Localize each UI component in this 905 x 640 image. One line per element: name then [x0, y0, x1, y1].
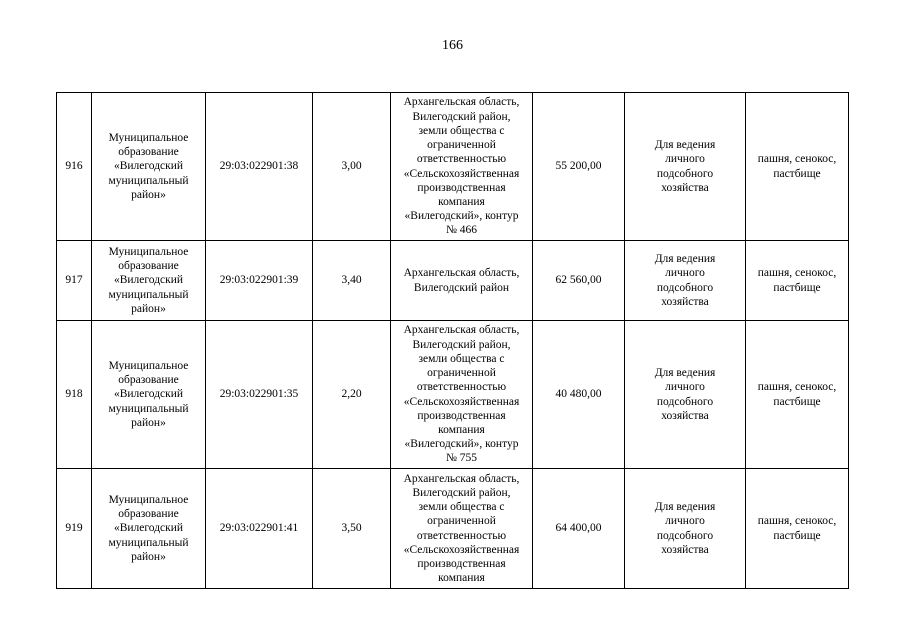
- row-number: 918: [65, 388, 83, 401]
- row-number-cell: [57, 93, 92, 241]
- table-row: [57, 93, 849, 241]
- land-type-cell: [746, 469, 849, 589]
- area-cell: [313, 241, 391, 321]
- land-type-cell: [746, 93, 849, 241]
- owner: Муниципальное образование «Вилегодский муниципальный район»: [108, 493, 189, 563]
- location-cell: [391, 321, 533, 469]
- cadastral-number-cell: [206, 469, 313, 589]
- permitted-use: Для ведения личного подсобного хозяйства: [654, 367, 716, 422]
- location: Архангельская область, Вилегодский район, земли общества с ограниченной ответственностью «Сельскохозяйственная производственная компания «Вилегодский», контур № 755: [403, 324, 520, 465]
- cadastral-value-cell: [533, 321, 625, 469]
- area: 3,50: [341, 522, 362, 535]
- cadastral-number-cell: [206, 321, 313, 469]
- cadastral-value-cell: [533, 93, 625, 241]
- owner: Муниципальное образование «Вилегодский муниципальный район»: [108, 131, 189, 201]
- cadastral-number-cell: [206, 93, 313, 241]
- owner-cell: [92, 93, 206, 241]
- land-type-cell: [746, 321, 849, 469]
- cadastral-number: 29:03:022901:35: [219, 388, 299, 401]
- area: 3,40: [341, 274, 362, 287]
- area-cell: [313, 321, 391, 469]
- land-type: пашня, сенокос, пастбище: [757, 515, 837, 542]
- owner: Муниципальное образование «Вилегодский муниципальный район»: [108, 359, 189, 429]
- location-cell: [391, 93, 533, 241]
- area-cell: [313, 93, 391, 241]
- row-number: 917: [65, 274, 83, 287]
- location: Архангельская область, Вилегодский район, земли общества с ограниченной ответственностью «Сельскохозяйственная производственная компания «Вилегодский», контур № 466: [403, 96, 520, 237]
- purpose-cell: [625, 241, 746, 321]
- location-cell: [391, 469, 533, 589]
- cadastral-number: 29:03:022901:38: [219, 160, 299, 173]
- cadastral-value: 62 560,00: [555, 274, 602, 287]
- owner-cell: [92, 241, 206, 321]
- land-type: пашня, сенокос, пастбище: [757, 153, 837, 180]
- cadastral-value: 40 480,00: [555, 388, 602, 401]
- area: 3,00: [341, 160, 362, 173]
- row-number: 916: [65, 160, 83, 173]
- page-number: 166: [442, 38, 463, 53]
- owner-cell: [92, 321, 206, 469]
- location: Архангельская область, Вилегодский район, земли общества с ограниченной ответственностью «Сельскохозяйственная производственная компания: [403, 472, 520, 585]
- land-plots-table: [56, 92, 849, 589]
- cadastral-value: 64 400,00: [555, 522, 602, 535]
- area: 2,20: [341, 388, 362, 401]
- row-number-cell: [57, 241, 92, 321]
- table-row: [57, 469, 849, 589]
- land-type: пашня, сенокос, пастбище: [757, 381, 837, 408]
- row-number: 919: [65, 522, 83, 535]
- purpose-cell: [625, 93, 746, 241]
- location-cell: [391, 241, 533, 321]
- table-row: [57, 241, 849, 321]
- area-cell: [313, 469, 391, 589]
- cadastral-number: 29:03:022901:41: [219, 522, 299, 535]
- cadastral-value-cell: [533, 241, 625, 321]
- table-row: [57, 321, 849, 469]
- cadastral-number-cell: [206, 241, 313, 321]
- permitted-use: Для ведения личного подсобного хозяйства: [654, 501, 716, 556]
- location: Архангельская область, Вилегодский район: [403, 267, 520, 294]
- cadastral-value-cell: [533, 469, 625, 589]
- row-number-cell: [57, 321, 92, 469]
- land-type: пашня, сенокос, пастбище: [757, 267, 837, 294]
- permitted-use: Для ведения личного подсобного хозяйства: [654, 253, 716, 308]
- purpose-cell: [625, 321, 746, 469]
- cadastral-number: 29:03:022901:39: [219, 274, 299, 287]
- permitted-use: Для ведения личного подсобного хозяйства: [654, 139, 716, 194]
- purpose-cell: [625, 469, 746, 589]
- cadastral-value: 55 200,00: [555, 160, 602, 173]
- owner-cell: [92, 469, 206, 589]
- land-type-cell: [746, 241, 849, 321]
- row-number-cell: [57, 469, 92, 589]
- owner: Муниципальное образование «Вилегодский муниципальный район»: [108, 245, 189, 315]
